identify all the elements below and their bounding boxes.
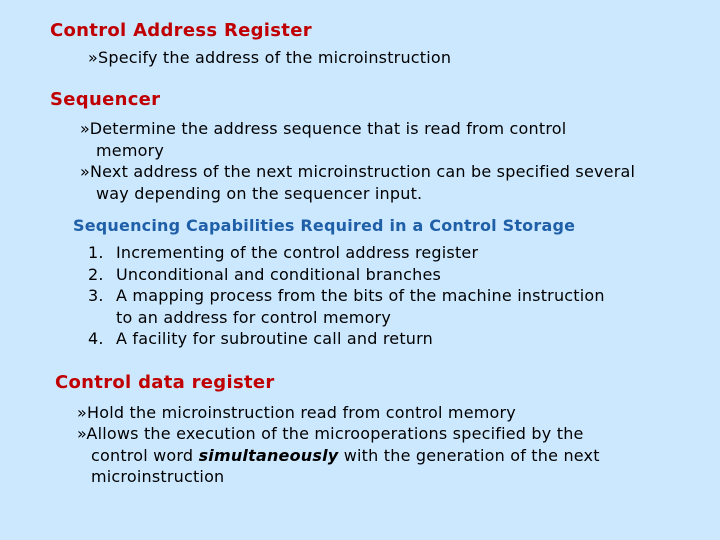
capability-text: A mapping process from the bits of the machine instruction <box>116 286 605 305</box>
capability-num: 4. <box>88 329 104 348</box>
cdr-bullet-1: »Hold the microinstruction read from control memory <box>77 403 516 422</box>
sequencer-bullet-1-line-2: memory <box>96 140 165 160</box>
sequencer-bullet-2 <box>80 161 635 204</box>
capability-item-4 <box>88 328 605 350</box>
heading-control-address-register: Control Address Register <box>50 20 312 41</box>
capabilities-list <box>88 242 605 350</box>
heading-sequencer: Sequencer <box>50 89 161 110</box>
cdr-line2-post: with the generation of the next <box>338 445 600 465</box>
cdr-line2-pre: control word <box>91 445 199 465</box>
capability-num: 2. <box>88 264 104 284</box>
capability-text-continued: to an address for control memory <box>116 307 392 327</box>
sequencer-bullet-2-line-1: »Next address of the next microinstruction can be specified several <box>80 162 636 181</box>
sequencer-bullet-2-line-2: way depending on the sequencer input. <box>96 183 423 203</box>
capability-num: 3. <box>88 286 104 305</box>
cdr-bullet-2-line-2 <box>77 445 600 467</box>
heading-control-data-register: Control data register <box>55 372 275 393</box>
emphasis-simultaneously: simultaneously <box>198 445 339 465</box>
capability-item-3 <box>88 285 605 328</box>
subheading-sequencing-capabilities: Sequencing Capabilities Required in a Control Storage <box>73 216 576 235</box>
capability-item-2 <box>88 264 605 286</box>
cdr-bullet-2-line-1: »Allows the execution of the microoperations specified by the <box>77 424 584 443</box>
capability-text: Unconditional and conditional branches <box>116 264 442 284</box>
capability-num: 1. <box>88 243 104 262</box>
cdr-bullet-2-line-3: microinstruction <box>91 467 225 486</box>
sequencer-bullet-1 <box>80 118 566 161</box>
car-bullet: »Specify the address of the microinstruction <box>88 48 452 67</box>
capability-item-1 <box>88 242 605 264</box>
sequencer-bullet-1-line-1: »Determine the address sequence that is read from control <box>80 119 567 138</box>
capability-text: Incrementing of the control address register <box>116 243 479 262</box>
cdr-bullet-2 <box>77 423 600 488</box>
capability-text: A facility for subroutine call and return <box>116 329 433 348</box>
